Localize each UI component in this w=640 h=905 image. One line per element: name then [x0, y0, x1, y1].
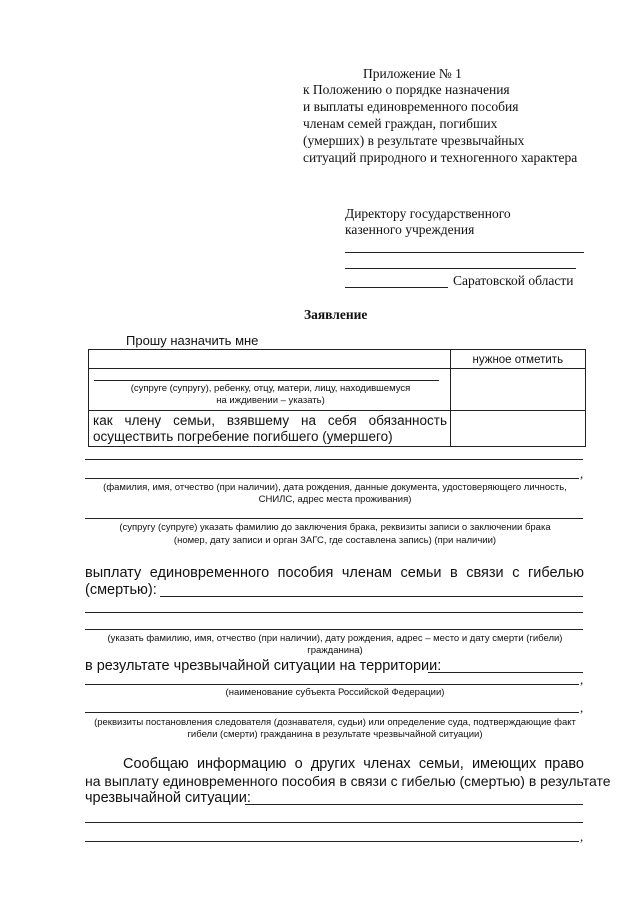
- deceased-hint-1: (указать фамилию, имя, отчество (при наличии), дату рождения, адрес – место и дату смерти (гибели): [107, 633, 563, 644]
- appendix-line: ситуаций природного и техногенного характера: [303, 150, 578, 165]
- request-table: [88, 349, 586, 447]
- applicant-hint-2: СНИЛС, адрес места проживания): [258, 494, 412, 505]
- relative-hint-2: на иждивении – указать): [216, 395, 325, 406]
- info-line-2: на выплату единовременного пособия в связи с гибелью (смертью) в результате: [85, 773, 611, 789]
- relative-cell: [89, 369, 451, 411]
- addressee-blank-3[interactable]: [345, 287, 448, 288]
- comma: ,: [580, 829, 584, 844]
- appendix-line: и выплаты единовременного пособия: [303, 99, 519, 114]
- members-blank-3[interactable]: [85, 841, 579, 842]
- spouse-hint-1: (супругу (супруге) указать фамилию до заключения брака, реквизиты записи о заключении брака: [119, 522, 551, 533]
- appendix-line: (умерших) в результате чрезвычайных: [303, 133, 525, 148]
- family-line-1: как члену семьи, взявшему на себя обязанность: [93, 413, 447, 428]
- territory-blank-2[interactable]: [85, 684, 579, 685]
- appendix-line: членам семей граждан, погибших: [303, 116, 498, 131]
- payment-line-2: (смертью):: [85, 582, 157, 598]
- addressee-line-1: Директору государственного: [345, 206, 511, 221]
- deceased-blank-3[interactable]: [85, 629, 583, 630]
- territory-hint: (наименование субъекта Российской Федерации): [225, 687, 445, 698]
- family-cell: [89, 411, 451, 447]
- emergency-text: в результате чрезвычайной ситуации на территории:: [85, 658, 442, 674]
- relative-mark-checkbox[interactable]: [450, 369, 585, 411]
- spouse-blank[interactable]: [85, 518, 583, 519]
- comma: ,: [580, 700, 584, 715]
- applicant-blank-1[interactable]: [85, 459, 583, 460]
- relative-hint-1: (супруге (супругу), ребенку, отцу, матери, лицу, находившемуся: [130, 383, 411, 394]
- addressee-blank-1[interactable]: [345, 252, 584, 253]
- addressee-region: Саратовской области: [453, 273, 574, 288]
- resolution-blank[interactable]: [85, 712, 579, 713]
- resolution-hint-1: (реквизиты постановления следователя (дознавателя, судьи) или определение суда, подтверждающие факт: [94, 717, 576, 728]
- applicant-blank-2[interactable]: [85, 478, 579, 479]
- members-blank-1[interactable]: [245, 804, 583, 805]
- deceased-hint-2: гражданина): [307, 645, 363, 656]
- info-line-3: чрезвычайной ситуации:: [85, 790, 251, 806]
- mark-header: нужное отметить: [472, 354, 564, 366]
- deceased-blank-1[interactable]: [160, 596, 583, 597]
- resolution-hint-2: гибели (смерти) гражданина в результате чрезвычайной ситуации): [187, 729, 483, 740]
- relative-blank[interactable]: [94, 380, 439, 381]
- document-title: Заявление: [304, 307, 368, 322]
- addressee-blank-2[interactable]: [345, 268, 576, 269]
- applicant-hint-1: (фамилия, имя, отчество (при наличии), дата рождения, данные документа, удостоверяющего личность,: [103, 482, 567, 493]
- members-blank-2[interactable]: [85, 822, 583, 823]
- family-line-2: осуществить погребение погибшего (умершего): [93, 429, 393, 444]
- comma: ,: [580, 672, 584, 687]
- table-cell: [89, 350, 451, 369]
- appendix-line: к Положению о порядке назначения: [303, 82, 510, 97]
- territory-blank-1[interactable]: [428, 672, 583, 673]
- payment-line-1: выплату единовременного пособия членам семьи в связи с гибелью: [85, 565, 584, 581]
- addressee-line-2: казенного учреждения: [345, 222, 475, 237]
- family-mark-checkbox[interactable]: [450, 411, 585, 447]
- info-line-1: Сообщаю информацию о других членах семьи, имеющих право: [123, 756, 584, 772]
- spouse-hint-2: (номер, дату записи и орган ЗАГС, где составлена запись) (при наличии): [173, 535, 497, 546]
- mark-header-cell: [450, 350, 585, 369]
- appendix-title: Приложение № 1: [363, 66, 462, 81]
- comma: ,: [580, 466, 584, 481]
- deceased-blank-2[interactable]: [85, 612, 583, 613]
- request-intro: Прошу назначить мне: [126, 333, 259, 348]
